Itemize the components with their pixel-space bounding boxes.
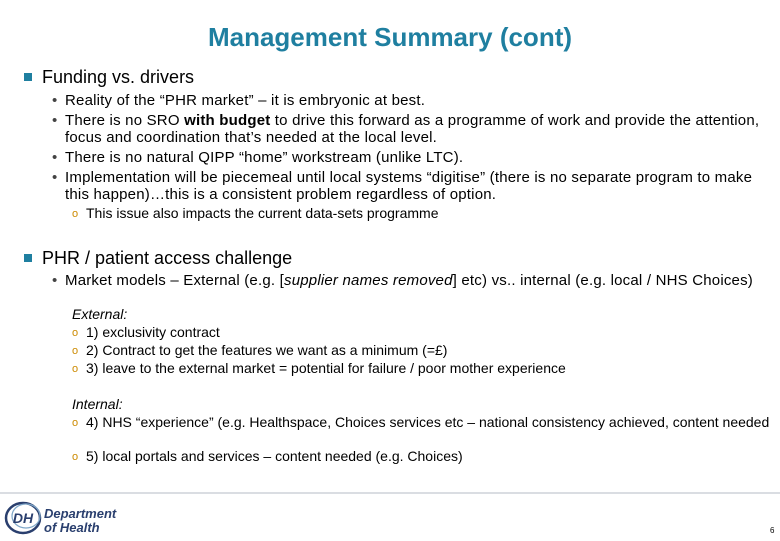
circle-bullet-icon: o <box>72 417 79 429</box>
bullet-text-italic: supplier names removed <box>284 272 453 289</box>
logo-line-2: of Health <box>44 520 100 535</box>
bullet-text <box>52 112 776 146</box>
bullet-item <box>52 272 776 289</box>
external-label: External: <box>72 306 128 322</box>
bullet-dot-icon: • <box>52 272 58 289</box>
sub-bullet-text: 5) local portals and services – content needed (e.g. Choices) <box>86 448 463 464</box>
sub-bullet-item <box>72 414 772 430</box>
circle-bullet-icon: o <box>72 363 79 375</box>
bullet-dot-icon: • <box>52 169 58 186</box>
logo-initials: DH <box>12 510 34 526</box>
section-heading-funding <box>24 67 194 88</box>
bullet-text-part: to drive this forward as a programme of work and provide the attention, focus and coordination that’s needed at the local level. <box>65 112 760 146</box>
bullet-text-part: There is no SRO <box>65 112 185 129</box>
bullet-dot-icon: • <box>52 149 58 166</box>
sub-bullet-text: 1) exclusivity contract <box>86 324 220 340</box>
section-heading-text: Funding vs. drivers <box>42 67 195 87</box>
square-bullet-icon <box>24 73 32 81</box>
sub-bullet-item <box>72 342 772 358</box>
bullet-text <box>52 272 776 289</box>
logo-wordmark <box>44 507 116 535</box>
logo-line-1: Department <box>44 506 117 521</box>
sub-bullet-item <box>72 360 772 376</box>
section-heading-text: PHR / patient access challenge <box>42 248 293 268</box>
square-bullet-icon <box>24 254 32 262</box>
bullet-item <box>52 149 776 166</box>
bullet-text-part: Market models – External (e.g. [ <box>65 272 284 289</box>
circle-bullet-icon: o <box>72 345 79 357</box>
department-of-health-logo <box>4 500 44 541</box>
circle-bullet-icon: o <box>72 208 79 220</box>
footer-divider <box>0 492 780 494</box>
bullet-dot-icon: • <box>52 112 58 129</box>
bullet-text-part: ] etc) vs.. internal (e.g. local / NHS Choices) <box>452 272 753 289</box>
internal-label: Internal: <box>72 396 123 412</box>
sub-bullet-item <box>72 205 772 221</box>
bullet-dot-icon: • <box>52 92 58 109</box>
page-title: Management Summary (cont) <box>207 22 573 52</box>
bullet-item <box>52 92 776 109</box>
page-number: 6 <box>770 526 775 535</box>
sub-bullet-text: 4) NHS “experience” (e.g. Healthspace, Choices services etc – national consistency achieved, content needed <box>86 414 770 430</box>
bullet-item <box>52 169 776 203</box>
circle-bullet-icon: o <box>72 451 79 463</box>
bullet-text: There is no natural QIPP “home” workstream (unlike LTC). <box>65 149 464 166</box>
sub-bullet-text: 2) Contract to get the features we want as a minimum (=£) <box>86 342 448 358</box>
bullet-text: Reality of the “PHR market” – it is embryonic at best. <box>65 92 426 109</box>
dh-logo-icon <box>4 500 44 536</box>
sub-bullet-text: 3) leave to the external market = potential for failure / poor mother experience <box>86 360 566 376</box>
bullet-item <box>52 112 776 146</box>
circle-bullet-icon: o <box>72 327 79 339</box>
section-heading-phr <box>24 248 292 269</box>
bullet-text-bold: with budget <box>184 112 271 129</box>
sub-bullet-text: This issue also impacts the current data-sets programme <box>86 205 439 221</box>
sub-bullet-item <box>72 448 772 464</box>
sub-bullet-item <box>72 324 772 340</box>
bullet-text: Implementation will be piecemeal until local systems “digitise” (there is no separate program to make this happen)…this is a consistent problem regardless of option. <box>65 169 753 203</box>
